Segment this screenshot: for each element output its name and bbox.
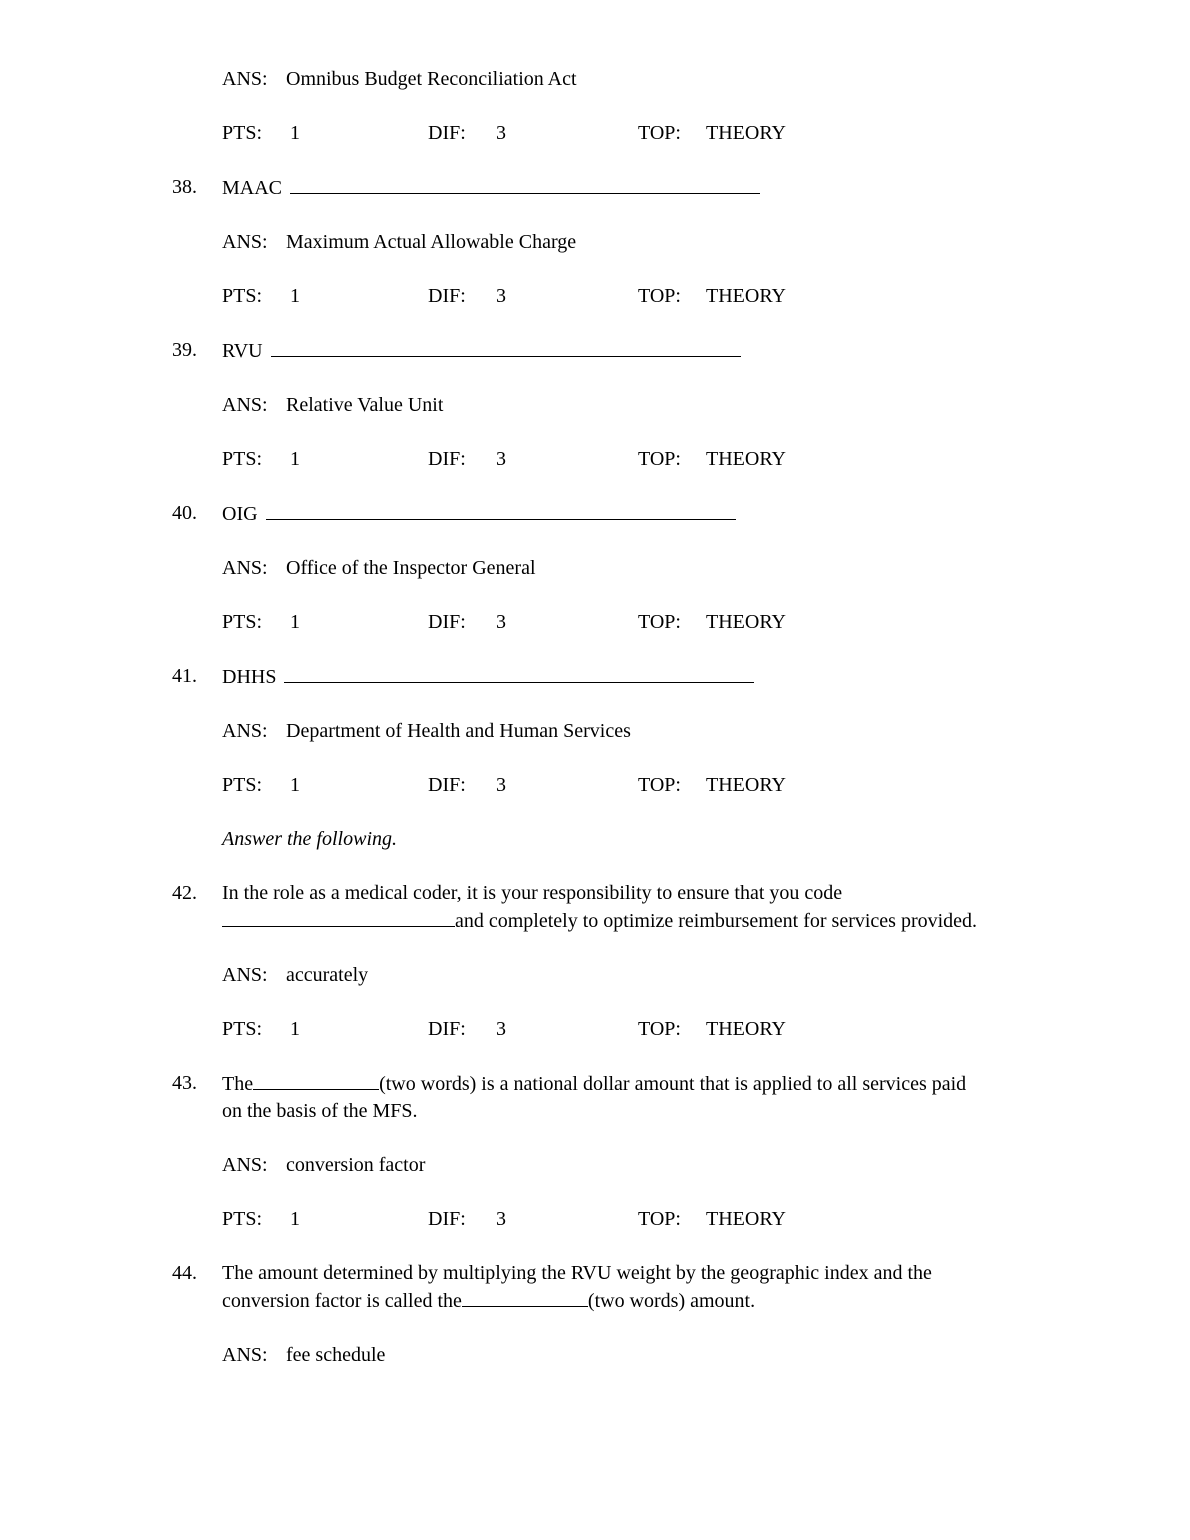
fill-in-blank	[222, 907, 455, 927]
pts-label: PTS:	[222, 122, 263, 144]
pts-value: 1	[290, 122, 300, 144]
top-label: TOP:	[638, 611, 681, 633]
pts-line	[222, 772, 1072, 799]
ans-label: ANS:	[222, 964, 268, 986]
dif-label: DIF:	[428, 1018, 466, 1040]
top-label: TOP:	[638, 285, 681, 307]
question-number: 39.	[172, 339, 197, 361]
fill-in-blank	[284, 663, 754, 683]
answer-text: fee schedule	[286, 1344, 386, 1366]
top-value: THEORY	[706, 1018, 786, 1040]
fill-in-blank	[290, 174, 760, 194]
pts-line	[222, 1206, 1072, 1233]
pts-label: PTS:	[222, 1018, 263, 1040]
dif-label: DIF:	[428, 611, 466, 633]
question-text-segment: (two words) amount.	[587, 1290, 756, 1312]
answer-line	[222, 1152, 1072, 1179]
pts-line	[222, 446, 1072, 473]
question-text-segment: conversion factor is called the	[222, 1290, 462, 1312]
pts-label: PTS:	[222, 774, 263, 796]
section-instruction: Answer the following.	[222, 828, 397, 850]
question-text	[222, 500, 1072, 528]
dif-value: 3	[496, 122, 506, 144]
top-value: THEORY	[706, 611, 786, 633]
dif-label: DIF:	[428, 448, 466, 470]
fill-in-blank	[462, 1287, 588, 1307]
answer-line	[222, 392, 1072, 419]
answer-line	[222, 66, 1072, 93]
question-number: 38.	[172, 176, 197, 198]
question-text	[222, 1260, 1072, 1315]
question-text-segment: RVU	[222, 340, 263, 362]
dif-value: 3	[496, 285, 506, 307]
question-number: 41.	[172, 665, 197, 687]
answer-text: conversion factor	[286, 1154, 426, 1176]
pts-value: 1	[290, 774, 300, 796]
top-value: THEORY	[706, 448, 786, 470]
question-number: 42.	[172, 882, 197, 904]
question-row	[172, 880, 1072, 935]
top-value: THEORY	[706, 1208, 786, 1230]
pts-value: 1	[290, 448, 300, 470]
question-block	[172, 337, 1072, 473]
answer-line	[222, 555, 1072, 582]
pts-value: 1	[290, 1018, 300, 1040]
dif-label: DIF:	[428, 1208, 466, 1230]
pts-line	[222, 283, 1072, 310]
question-text-segment: MAAC	[222, 177, 283, 199]
question-block	[172, 880, 1072, 1043]
question-block	[172, 1260, 1072, 1369]
dif-value: 3	[496, 1208, 506, 1230]
dif-label: DIF:	[428, 774, 466, 796]
pts-label: PTS:	[222, 285, 263, 307]
question-text	[222, 1070, 1072, 1125]
document-content	[172, 66, 1072, 1369]
top-value: THEORY	[706, 774, 786, 796]
top-label: TOP:	[638, 1018, 681, 1040]
fill-in-blank	[266, 500, 736, 520]
question-row	[172, 663, 1072, 691]
pts-label: PTS:	[222, 1208, 263, 1230]
pts-line	[222, 609, 1072, 636]
question-number: 43.	[172, 1072, 197, 1094]
answer-text: Department of Health and Human Services	[286, 720, 631, 742]
question-text-segment: and completely to optimize reimbursement for services provided.	[455, 910, 978, 932]
answer-line	[222, 962, 1072, 989]
top-value: THEORY	[706, 122, 786, 144]
question-text-segment: on the basis of the MFS.	[222, 1100, 418, 1122]
fill-in-blank	[253, 1070, 379, 1090]
question-row	[172, 174, 1072, 202]
ans-label: ANS:	[222, 394, 268, 416]
top-label: TOP:	[638, 122, 681, 144]
answer-line	[222, 1342, 1072, 1369]
dif-value: 3	[496, 774, 506, 796]
question-block	[172, 500, 1072, 636]
top-label: TOP:	[638, 774, 681, 796]
question-row	[172, 337, 1072, 365]
question-row	[172, 500, 1072, 528]
dif-label: DIF:	[428, 122, 466, 144]
pts-value: 1	[290, 1208, 300, 1230]
answer-text: Relative Value Unit	[286, 394, 444, 416]
top-label: TOP:	[638, 448, 681, 470]
dif-value: 3	[496, 448, 506, 470]
top-value: THEORY	[706, 285, 786, 307]
ans-label: ANS:	[222, 557, 268, 579]
question-number: 44.	[172, 1262, 197, 1284]
pts-label: PTS:	[222, 448, 263, 470]
question-text-segment: (two words) is a national dollar amount that is applied to all services paid	[379, 1073, 967, 1095]
question-text	[222, 337, 1072, 365]
pts-value: 1	[290, 611, 300, 633]
question-text	[222, 880, 1072, 935]
answer-line	[222, 718, 1072, 745]
question-row	[172, 1070, 1072, 1125]
ans-label: ANS:	[222, 231, 268, 253]
pts-line	[222, 120, 1072, 147]
dif-value: 3	[496, 1018, 506, 1040]
pts-line	[222, 1016, 1072, 1043]
result-block	[172, 66, 1072, 147]
pts-value: 1	[290, 285, 300, 307]
question-text-segment: DHHS	[222, 666, 277, 688]
ans-label: ANS:	[222, 68, 268, 90]
question-text-segment: In the role as a medical coder, it is your responsibility to ensure that you code	[222, 882, 843, 904]
question-text-segment: The amount determined by multiplying the RVU weight by the geographic index and the	[222, 1262, 932, 1284]
question-block	[172, 174, 1072, 310]
question-block	[172, 1070, 1072, 1233]
ans-label: ANS:	[222, 1344, 268, 1366]
question-number: 40.	[172, 502, 197, 524]
fill-in-blank	[271, 337, 741, 357]
top-label: TOP:	[638, 1208, 681, 1230]
dif-value: 3	[496, 611, 506, 633]
question-block	[172, 663, 1072, 799]
pts-label: PTS:	[222, 611, 263, 633]
answer-text: Maximum Actual Allowable Charge	[286, 231, 577, 253]
ans-label: ANS:	[222, 1154, 268, 1176]
answer-text: Office of the Inspector General	[286, 557, 536, 579]
question-text-segment: OIG	[222, 503, 258, 525]
answer-text: Omnibus Budget Reconciliation Act	[286, 68, 577, 90]
dif-label: DIF:	[428, 285, 466, 307]
question-text	[222, 663, 1072, 691]
ans-label: ANS:	[222, 720, 268, 742]
question-row	[172, 1260, 1072, 1315]
answer-text: accurately	[286, 964, 369, 986]
answer-line	[222, 229, 1072, 256]
question-text	[222, 174, 1072, 202]
question-text-segment: The	[222, 1073, 254, 1095]
